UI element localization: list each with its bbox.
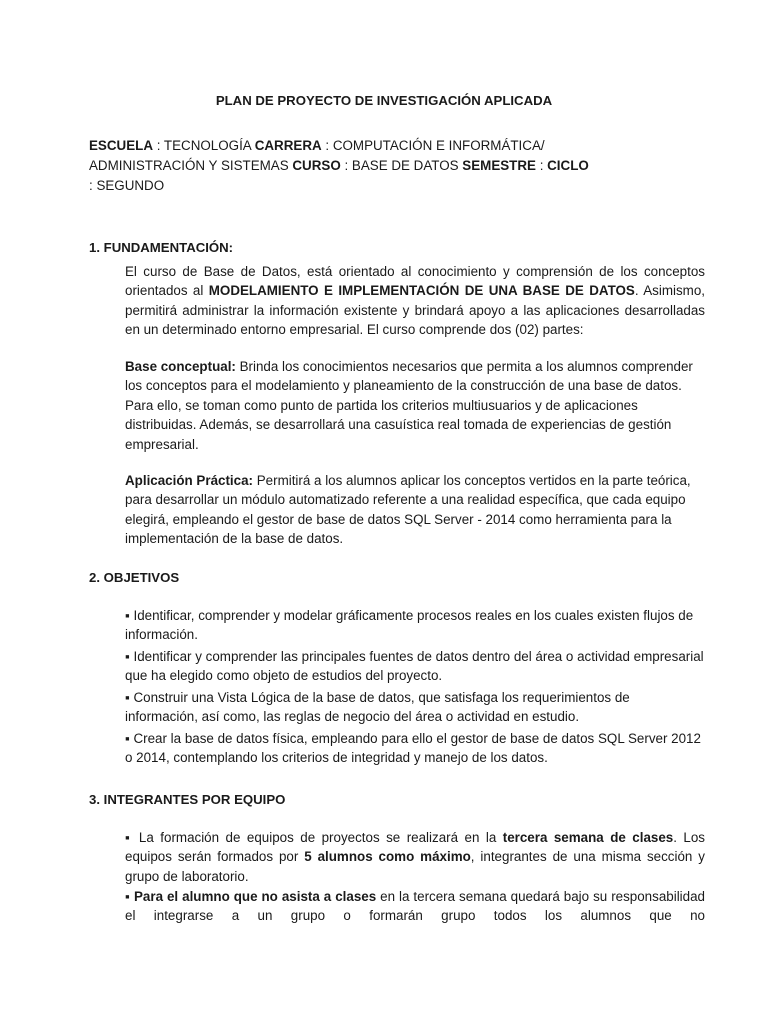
section-heading-fundamentacion: 1. FUNDAMENTACIÓN: xyxy=(89,240,234,255)
base-conceptual-label: Base conceptual: xyxy=(125,359,236,374)
curso-label: CURSO xyxy=(292,158,341,173)
semestre-label: SEMESTRE xyxy=(462,158,536,173)
aplicacion-practica-paragraph xyxy=(125,471,705,549)
section-heading-integrantes: 3. INTEGRANTES POR EQUIPO xyxy=(89,792,286,807)
curso-value: : BASE DE DATOS xyxy=(340,158,463,173)
escuela-value: : TECNOLOGÍA xyxy=(153,138,255,153)
fundamentacion-text-b: . Asimismo, permitirá administrar la información existente y brindará apoyo a las aplicaciones desarrolladas en un determinado entorno empresarial. El curso comprende dos (02) partes: xyxy=(125,283,705,338)
base-conceptual-paragraph xyxy=(125,357,705,454)
integrantes-bold-2: 5 alumnos como máximo xyxy=(304,849,471,865)
objetivo-item-2: ▪ Identificar y comprender las principales fuentes de datos dentro del área o actividad empresarial que ha elegido como objeto de estudios del proyecto. xyxy=(125,649,704,684)
integrantes-text-a: ▪ La formación de equipos de proyectos se realizará en la xyxy=(125,830,503,845)
integrantes-bold-1: tercera semana de clases xyxy=(502,830,674,845)
ciclo-label: CICLO xyxy=(547,158,589,173)
fundamentacion-bold: MODELAMIENTO E IMPLEMENTACIÓN DE UNA BASE DE DATOS xyxy=(208,283,635,299)
integrantes-paragraph-2 xyxy=(125,887,705,926)
fundamentacion-text-a: El curso de Base de Datos, está orientado al conocimiento y comprensión de los conceptos orientados al xyxy=(125,264,705,299)
aplicacion-practica-label: Aplicación Práctica: xyxy=(125,473,254,488)
escuela-label: ESCUELA xyxy=(89,138,153,153)
aplicacion-practica-text: Permitirá a los alumnos aplicar los conceptos vertidos en la parte teórica, para desarrollar un módulo automatizado referente a una realidad específica, que cada equipo elegirá, empleando el gestor de base de datos SQL Server - 2014 como herramienta para la implementación de la base de datos. xyxy=(125,473,691,547)
carrera-label: CARRERA xyxy=(254,138,322,153)
document-title: PLAN DE PROYECTO DE INVESTIGACIÓN APLICADA xyxy=(215,93,553,108)
objetivo-item-4: ▪ Crear la base de datos física, empleando para ello el gestor de base de datos SQL Server 2012 o 2014, contemplando los criterios de integridad y manejo de los datos. xyxy=(125,731,701,766)
carrera-value-2: ADMINISTRACIÓN Y SISTEMAS xyxy=(89,158,293,173)
fundamentacion-paragraph xyxy=(125,262,705,340)
document-header xyxy=(89,136,649,196)
objetivo-item-1: ▪ Identificar, comprender y modelar gráficamente procesos reales en los cuales existen flujos de información. xyxy=(125,608,694,643)
carrera-value: : COMPUTACIÓN E INFORMÁTICA/ xyxy=(321,138,545,153)
integrantes-bold-3: ▪ Para el alumno que no asista a clases xyxy=(125,889,377,904)
semestre-value: : xyxy=(535,158,548,173)
objetivo-item-3: ▪ Construir una Vista Lógica de la base de datos, que satisfaga los requerimientos de información, así como, las reglas de negocio del área o actividad en estudio. xyxy=(125,690,630,725)
base-conceptual-text: Brinda los conocimientos necesarios que permita a los alumnos comprender los conceptos para el modelamiento y planeamiento de la construcción de una base de datos. Para ello, se toman como punto de partida los criterios multiusuarios y de aplicaciones distribuidas. Además, se desarrollará una casuística real tomada de experiencias de gestión empresarial. xyxy=(125,359,693,452)
integrantes-text-b: . Los equipos serán formados por xyxy=(125,830,705,865)
section-heading-objetivos: 2. OBJETIVOS xyxy=(89,570,180,585)
integrantes-paragraph-1 xyxy=(125,828,705,886)
ciclo-value: : SEGUNDO xyxy=(89,178,165,193)
integrantes-text-c: , integrantes de una misma sección y grupo de laboratorio. xyxy=(125,849,705,884)
integrantes-text-d: en la tercera semana quedará bajo su responsabilidad el integrarse a un grupo o formarán grupo todos los alumnos que no xyxy=(125,889,705,924)
